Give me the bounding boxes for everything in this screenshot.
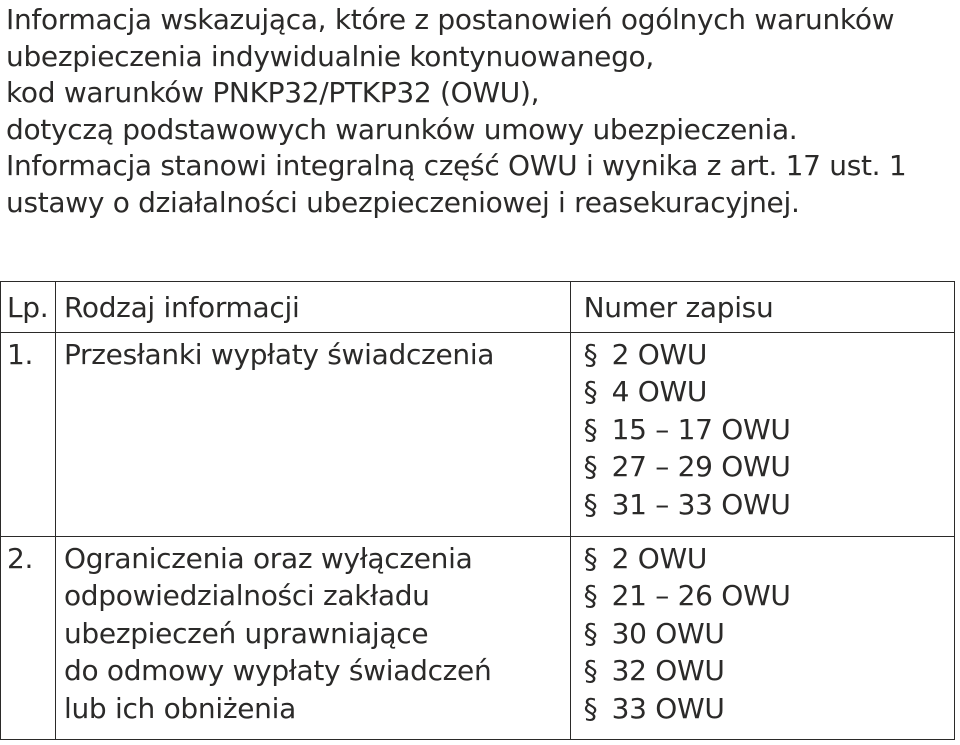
section-sign-icon: § <box>583 412 598 446</box>
intro-line: ustawy o działalności ubezpieczeniowej i reasekuracyjnej. <box>6 185 800 219</box>
numer-value: 21 – 26 OWU <box>611 579 791 613</box>
section-sign-icon: § <box>583 542 598 575</box>
row-number: 1. <box>7 338 34 371</box>
table-row <box>1 537 955 740</box>
cell-numer <box>570 333 954 537</box>
section-sign-icon: § <box>583 654 598 688</box>
intro-line: kod warunków PNKP32/PTKP32 (OWU), <box>6 76 540 110</box>
header-lp-label: Lp. <box>7 291 49 324</box>
numer-entry <box>571 690 954 727</box>
section-sign-icon: § <box>583 450 598 484</box>
cell-lp <box>1 333 56 537</box>
section-sign-icon: § <box>583 616 598 650</box>
cell-lp <box>1 537 56 740</box>
table-header-row <box>1 282 955 333</box>
cell-rodzaj <box>55 537 570 740</box>
numer-value: 27 – 29 OWU <box>611 450 791 484</box>
rodzaj-line: lub ich obniżenia <box>63 691 296 725</box>
numer-entry <box>571 486 954 523</box>
section-sign-icon: § <box>583 338 598 371</box>
header-numer-label: Numer zapisu <box>583 291 774 324</box>
numer-value: 30 OWU <box>611 616 725 650</box>
intro-line: Informacja stanowi integralną część OWU i wynika z art. 17 ust. 1 <box>6 149 907 183</box>
rodzaj-line: ubezpieczeń uprawniające <box>63 616 429 650</box>
numer-entry <box>571 577 954 614</box>
header-rodzaj-label: Rodzaj informacji <box>63 291 300 324</box>
intro-line: Informacja wskazująca, które z postanowień ogólnych warunków <box>6 3 895 36</box>
numer-entry <box>571 540 954 577</box>
section-sign-icon: § <box>583 487 598 521</box>
numer-value: 15 – 17 OWU <box>611 412 791 446</box>
intro-paragraph <box>6 2 956 222</box>
rodzaj-line: odpowiedzialności zakładu <box>63 579 430 613</box>
row-number: 2. <box>7 542 34 575</box>
section-sign-icon: § <box>583 691 598 725</box>
intro-line: dotyczą podstawowych warunków umowy ubezpieczenia. <box>6 112 798 146</box>
header-cell-numer <box>570 282 954 333</box>
cell-numer <box>570 537 954 740</box>
info-table <box>0 281 955 740</box>
numer-entry <box>571 373 954 410</box>
header-cell-rodzaj <box>55 282 570 333</box>
numer-entry <box>571 615 954 652</box>
cell-rodzaj <box>55 333 570 537</box>
table-row <box>1 333 955 537</box>
numer-value: 32 OWU <box>611 654 725 688</box>
section-sign-icon: § <box>583 579 598 613</box>
numer-entry <box>571 652 954 689</box>
section-sign-icon: § <box>583 375 598 409</box>
numer-value: 2 OWU <box>611 338 708 371</box>
numer-entry <box>571 411 954 448</box>
intro-line: ubezpieczenia indywidualnie kontynuowanego, <box>6 39 654 73</box>
numer-value: 31 – 33 OWU <box>611 487 791 521</box>
numer-entry <box>571 448 954 485</box>
numer-value: 4 OWU <box>611 375 708 409</box>
numer-entry <box>571 336 954 373</box>
numer-value: 33 OWU <box>611 691 725 725</box>
rodzaj-line: Ograniczenia oraz wyłączenia <box>63 542 473 575</box>
numer-value: 2 OWU <box>611 542 708 575</box>
header-cell-lp <box>1 282 56 333</box>
rodzaj-line: Przesłanki wypłaty świadczenia <box>63 338 495 371</box>
rodzaj-line: do odmowy wypłaty świadczeń <box>63 654 492 688</box>
